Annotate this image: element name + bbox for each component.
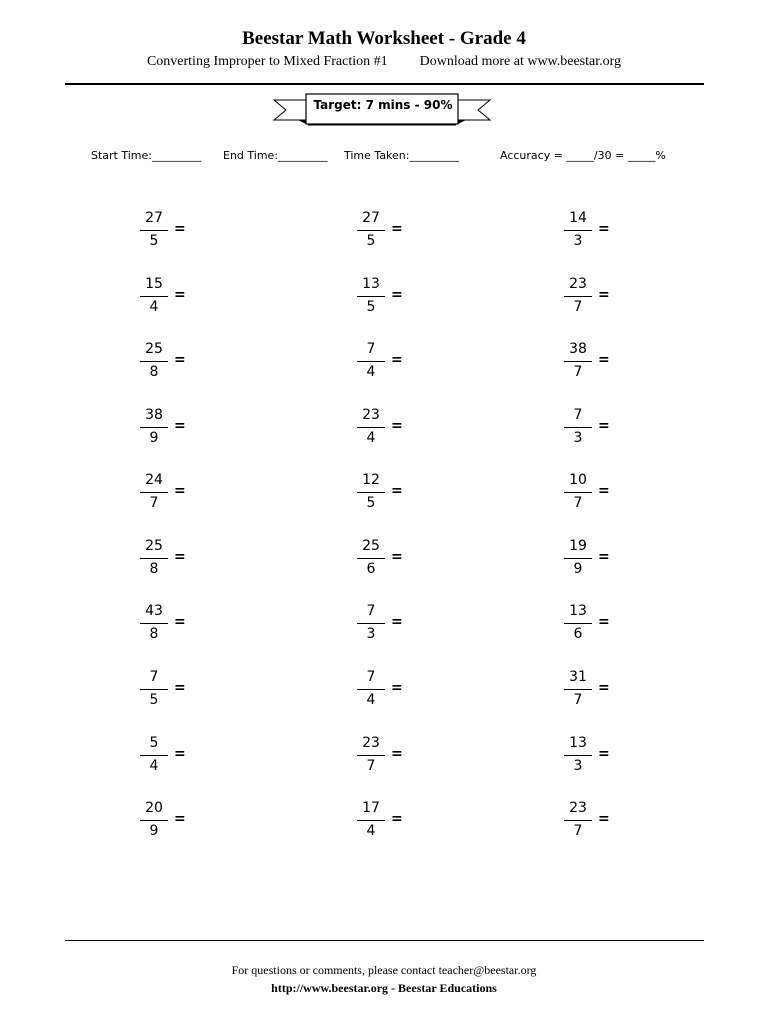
denominator: 5 xyxy=(366,495,376,511)
equals-sign: = xyxy=(174,221,186,237)
fraction-problem xyxy=(139,667,209,715)
fraction-problem xyxy=(563,667,633,715)
equals-sign: = xyxy=(598,680,610,696)
fraction-bar xyxy=(140,296,168,297)
fraction-bar xyxy=(140,755,168,756)
equals-sign: = xyxy=(174,483,186,499)
denominator: 3 xyxy=(573,758,583,774)
fraction-problem xyxy=(139,470,209,518)
fraction-problem xyxy=(139,405,209,453)
fraction-bar xyxy=(564,492,592,493)
denominator: 4 xyxy=(366,430,376,446)
fraction-bar xyxy=(140,492,168,493)
page-title: Beestar Math Worksheet - Grade 4 xyxy=(242,28,526,49)
fraction-problem xyxy=(356,733,426,781)
time-taken-field: Time Taken:_________ xyxy=(344,149,459,162)
equals-sign: = xyxy=(174,746,186,762)
fraction-bar xyxy=(564,427,592,428)
denominator: 4 xyxy=(149,299,159,315)
fraction-problem xyxy=(356,405,426,453)
equals-sign: = xyxy=(598,483,610,499)
denominator: 9 xyxy=(149,430,159,446)
fraction-problem xyxy=(356,601,426,649)
equals-sign: = xyxy=(174,614,186,630)
fraction-bar xyxy=(357,296,385,297)
equals-sign: = xyxy=(598,287,610,303)
fraction-bar xyxy=(140,820,168,821)
denominator: 7 xyxy=(573,823,583,839)
numerator: 14 xyxy=(569,210,587,226)
page-subtitle xyxy=(0,54,768,70)
fraction-problem xyxy=(139,274,209,322)
fraction-problem xyxy=(356,274,426,322)
equals-sign: = xyxy=(391,287,403,303)
fraction-bar xyxy=(564,296,592,297)
denominator: 9 xyxy=(573,561,583,577)
numerator: 5 xyxy=(149,735,159,751)
numerator: 13 xyxy=(362,276,380,292)
fraction-bar xyxy=(357,492,385,493)
numerator: 27 xyxy=(145,210,163,226)
numerator: 13 xyxy=(569,735,587,751)
fraction-bar xyxy=(140,361,168,362)
numerator: 17 xyxy=(362,800,380,816)
denominator: 9 xyxy=(149,823,159,839)
denominator: 5 xyxy=(366,299,376,315)
equals-sign: = xyxy=(391,483,403,499)
numerator: 25 xyxy=(145,538,163,554)
equals-sign: = xyxy=(598,418,610,434)
denominator: 7 xyxy=(366,758,376,774)
fraction-bar xyxy=(357,361,385,362)
fraction-problem xyxy=(563,733,633,781)
fraction-problem xyxy=(139,208,209,256)
header-divider xyxy=(65,83,704,85)
numerator: 7 xyxy=(366,603,376,619)
numerator: 23 xyxy=(569,800,587,816)
fraction-bar xyxy=(357,820,385,821)
denominator: 7 xyxy=(149,495,159,511)
fraction-problem xyxy=(563,601,633,649)
equals-sign: = xyxy=(174,549,186,565)
numerator: 31 xyxy=(569,669,587,685)
numerator: 7 xyxy=(573,407,583,423)
equals-sign: = xyxy=(391,221,403,237)
denominator: 8 xyxy=(149,364,159,380)
footer-divider xyxy=(65,940,704,941)
denominator: 7 xyxy=(573,692,583,708)
download-link-text: Download more at www.beestar.org xyxy=(419,54,622,69)
fraction-bar xyxy=(564,623,592,624)
denominator: 3 xyxy=(366,626,376,642)
equals-sign: = xyxy=(174,811,186,827)
numerator: 38 xyxy=(569,341,587,357)
footer-contact: For questions or comments, please contact teacher@beestar.org xyxy=(231,963,537,977)
equals-sign: = xyxy=(391,352,403,368)
denominator: 8 xyxy=(149,561,159,577)
numerator: 7 xyxy=(366,669,376,685)
denominator: 3 xyxy=(573,430,583,446)
equals-sign: = xyxy=(174,352,186,368)
fraction-bar xyxy=(564,820,592,821)
denominator: 5 xyxy=(366,233,376,249)
numerator: 13 xyxy=(569,603,587,619)
equals-sign: = xyxy=(598,614,610,630)
denominator: 6 xyxy=(573,626,583,642)
equals-sign: = xyxy=(391,680,403,696)
fraction-problem xyxy=(356,536,426,584)
denominator: 3 xyxy=(573,233,583,249)
worksheet-topic: Converting Improper to Mixed Fraction #1 xyxy=(146,54,388,69)
numerator: 25 xyxy=(145,341,163,357)
equals-sign: = xyxy=(174,680,186,696)
fraction-bar xyxy=(357,755,385,756)
numerator: 24 xyxy=(145,472,163,488)
fraction-problem xyxy=(563,470,633,518)
fraction-problem xyxy=(139,798,209,846)
fraction-problem xyxy=(563,405,633,453)
fraction-problem xyxy=(563,339,633,387)
fraction-bar xyxy=(140,230,168,231)
fraction-problem xyxy=(139,339,209,387)
equals-sign: = xyxy=(598,352,610,368)
numerator: 10 xyxy=(569,472,587,488)
fraction-bar xyxy=(140,623,168,624)
fraction-bar xyxy=(357,689,385,690)
denominator: 4 xyxy=(366,823,376,839)
fraction-bar xyxy=(357,558,385,559)
start-time-field: Start Time:_________ xyxy=(91,149,202,162)
end-time-field: End Time:_________ xyxy=(223,149,328,162)
fraction-bar xyxy=(564,558,592,559)
fraction-problem xyxy=(356,667,426,715)
fraction-problem xyxy=(563,798,633,846)
equals-sign: = xyxy=(391,811,403,827)
equals-sign: = xyxy=(598,811,610,827)
numerator: 23 xyxy=(362,407,380,423)
denominator: 5 xyxy=(149,233,159,249)
fraction-bar xyxy=(140,427,168,428)
equals-sign: = xyxy=(391,614,403,630)
fraction-bar xyxy=(564,230,592,231)
numerator: 43 xyxy=(145,603,163,619)
denominator: 6 xyxy=(366,561,376,577)
fraction-problem xyxy=(356,208,426,256)
fraction-problem xyxy=(139,536,209,584)
fraction-bar xyxy=(564,689,592,690)
equals-sign: = xyxy=(598,221,610,237)
equals-sign: = xyxy=(174,418,186,434)
target-label: Target: 7 mins - 90% xyxy=(313,98,453,112)
denominator: 7 xyxy=(573,364,583,380)
equals-sign: = xyxy=(391,549,403,565)
denominator: 5 xyxy=(149,692,159,708)
fraction-problem xyxy=(356,470,426,518)
fraction-problem xyxy=(139,733,209,781)
denominator: 4 xyxy=(149,758,159,774)
fraction-bar xyxy=(357,427,385,428)
numerator: 15 xyxy=(145,276,163,292)
equals-sign: = xyxy=(391,418,403,434)
denominator: 8 xyxy=(149,626,159,642)
fraction-bar xyxy=(564,755,592,756)
fraction-problem xyxy=(356,339,426,387)
fraction-bar xyxy=(564,361,592,362)
denominator: 4 xyxy=(366,364,376,380)
equals-sign: = xyxy=(598,549,610,565)
numerator: 23 xyxy=(362,735,380,751)
accuracy-field: Accuracy = _____/30 = _____% xyxy=(500,149,666,162)
numerator: 23 xyxy=(569,276,587,292)
numerator: 20 xyxy=(145,800,163,816)
denominator: 7 xyxy=(573,299,583,315)
numerator: 19 xyxy=(569,538,587,554)
fraction-bar xyxy=(357,623,385,624)
numerator: 25 xyxy=(362,538,380,554)
fraction-bar xyxy=(357,230,385,231)
fraction-problem xyxy=(563,274,633,322)
denominator: 7 xyxy=(573,495,583,511)
numerator: 12 xyxy=(362,472,380,488)
equals-sign: = xyxy=(598,746,610,762)
fraction-problem xyxy=(563,208,633,256)
footer-site: http://www.beestar.org - Beestar Educations xyxy=(271,981,497,995)
numerator: 7 xyxy=(149,669,159,685)
fraction-problem xyxy=(139,601,209,649)
numerator: 27 xyxy=(362,210,380,226)
fraction-problem xyxy=(356,798,426,846)
fraction-bar xyxy=(140,689,168,690)
fraction-bar xyxy=(140,558,168,559)
numerator: 7 xyxy=(366,341,376,357)
fraction-problem xyxy=(563,536,633,584)
denominator: 4 xyxy=(366,692,376,708)
equals-sign: = xyxy=(391,746,403,762)
equals-sign: = xyxy=(174,287,186,303)
numerator: 38 xyxy=(145,407,163,423)
